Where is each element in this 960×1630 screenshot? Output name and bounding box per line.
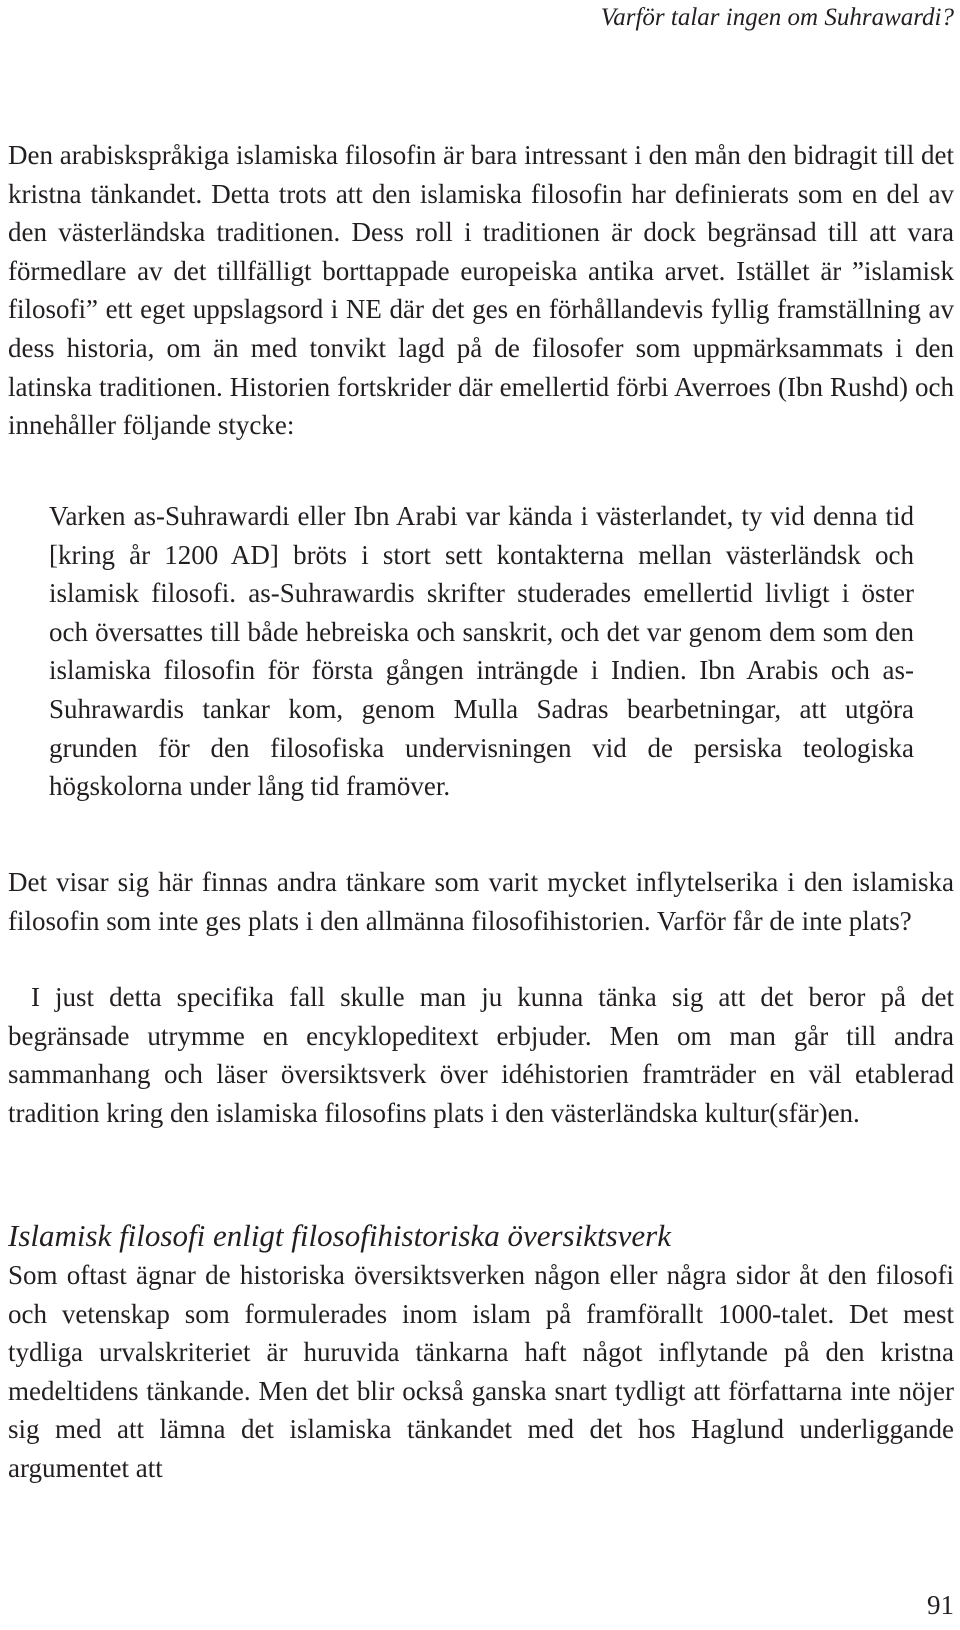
paragraph-other-thinkers: Det visar sig här finnas andra tänkare som varit mycket inflytelserika i den islamiska filosofin som inte ges plats i den allmänna filosofihistorien. Varför får de inte plats? (8, 867, 954, 936)
paragraph-encyclopedia: I just detta specifika fall skulle man ju kunna tänka sig att det beror på det begränsade utrymme en encyklopeditext erbjuder. Men om man går till andra sammanhang och läser översiktsverk över idéhistorien framträder en väl etablerad tradition kring den islamiska filosofins plats i den västerländska kultur(sfär)en. (8, 982, 954, 1128)
paragraph-overview-works: Som oftast ägnar de historiska översiktsverken någon eller några sidor åt den filosofi och vetenskap som formulerades inom islam på framförallt 1000-talet. Det mest tydliga urvalskriteriet är huruvida tänkarna haft något inflytande på den kristna medeltidens tänkande. Men det blir också ganska snart tydligt att författarna inte nöjer sig med att lämna det islamiska tänkandet med det hos Haglund underliggande argumentet att (8, 1260, 954, 1483)
block-quote: Varken as-Suhrawardi eller Ibn Arabi var kända i västerlandet, ty vid denna tid [kring år 1200 AD] bröts i stort sett kontakterna mellan västerländsk och islamisk filosofi. as-Suhrawardis skrifter studerades emellertid livligt i öster och översattes till både hebreiska och sanskrit, och det var genom dem som den islamiska filosofin för första gången inträngde i Indien. Ibn Arabis och as-Suhrawardis tankar kom, genom Mulla Sadras bearbetningar, att utgöra grunden för den filosofiska undervisningen vid de persiska teologiska högskolorna under lång tid framöver. (49, 501, 914, 802)
section-heading: Islamisk filosofi enligt filosofihistoriska översiktsverk (8, 1218, 672, 1253)
paragraph-intro: Den arabiskspråkiga islamiska filosofin är bara intressant i den mån den bidragit till det kristna tänkandet. Detta trots att den islamiska filosofin har definierats som en del av den västerländska traditionen. Dess roll i traditionen är dock begränsad till att vara förmedlare av det tillfälligt borttappade europeiska antika arvet. Istället är ”islamisk filosofi” ett eget uppslagsord i NE där det ges en förhållandevis fyllig framställning av dess historia, om än med tonvikt lagd på de filosofer som uppmärksammats i den latinska traditionen. Historien fortskrider där emellertid förbi Averroes (Ibn Rushd) och innehåller följande stycke: (8, 140, 954, 441)
page-number: 91 (927, 1590, 954, 1620)
running-header: Varför talar ingen om Suhrawardi? (600, 4, 954, 31)
